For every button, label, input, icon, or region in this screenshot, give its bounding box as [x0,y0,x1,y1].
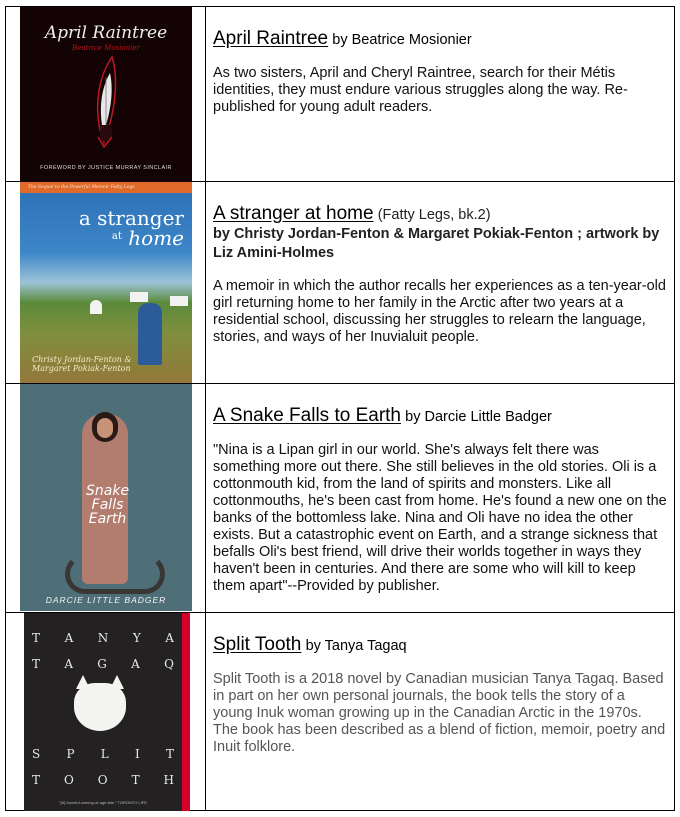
book-row [6,384,675,613]
book-title-link[interactable]: A stranger at home [213,203,374,224]
book-heading [213,204,668,263]
book-heading [213,406,668,427]
book-author: by Christy Jordan-Fenton & Margaret Pokiak-Fenton ; artwork by Liz Amini-Holmes [213,226,660,261]
cover-title: April Raintree [44,23,168,43]
cover-title-home: home [128,226,184,250]
cover-author: DARCIE LITTLE BADGER [45,595,167,605]
book-description: "Nina is a Lipan girl in our world. She's always felt there was something more out there. She still believes in the old stories. Oli is a cottonmouth kid, from the land of spirits and monsters. Like all cottonmouths, he's been cast from home. He's found a new one on the banks of the bottomless lake. Nina and Oli have no idea the other exists. But a catastrophic event on Earth, and a strange sickness that befalls Oli's best friend, will drive their worlds together in ways they haven't been in centuries. And there are some who will kill to keep them apart"--Provided by publisher. [213,442,667,594]
fox-head-icon [74,683,126,731]
book-cover-split-tooth[interactable] [24,613,190,811]
cover-title-line2: T O O T H [32,773,174,787]
book-title-link[interactable]: April Raintree [213,28,329,49]
book-description: Split Tooth is a 2018 novel by Canadian musician Tanya Tagaq. Based in part on her own personal journals, the book tells the story of a young Inuk woman growing up in the Canadian Arctic in the 1970s. The book has been described as a blend of fiction, memoir, poetry and Inuit folklore. [213,671,666,755]
cover-author-first: T A N Y A [32,631,174,645]
book-cover-a-snake-falls-to-earth[interactable] [20,384,192,611]
house-shape [170,296,188,306]
girl-figure [138,303,162,365]
cover-authors [32,355,131,373]
book-heading [213,29,668,50]
book-series: (Fatty Legs, bk.2) [377,207,491,223]
cover-cell [6,182,206,384]
book-info-cell [206,7,675,182]
book-description: A memoir in which the author recalls her experiences as a ten-year-old girl returning home to her family in the Arctic after two years at a residential school, discussing her struggles to relearn the language, stories, and ways of her Inuvialuit people. [213,278,666,345]
tent-shape [90,300,102,314]
book-author: by Tanya Tagaq [305,638,407,654]
cover-title-line1: Snake [86,483,130,499]
book-author: by Beatrice Mosionier [332,32,472,48]
book-cover-april-raintree[interactable] [20,7,192,182]
cover-cell [6,613,206,811]
book-author: by Darcie Little Badger [405,409,552,425]
cover-title-line1: a stranger [78,206,184,230]
cover-cell [6,7,206,182]
red-spine-stripe [182,613,190,811]
book-row [6,613,675,811]
book-description: As two sisters, April and Cheryl Raintree, search for their Métis identities, they must endure various struggles along the way. Re-published for young adult readers. [213,65,628,115]
snake-shape [65,554,165,594]
cover-title-line2 [112,226,184,250]
cover-band: The Sequel to the Powerful Memoir Fatty Legs [20,182,192,193]
cover-title-line1: S P L I T [32,747,174,761]
book-info-cell [206,182,675,384]
book-list-table [5,6,675,811]
cover-title-line2: Falls [91,497,124,513]
book-info-cell [206,384,675,613]
cover-title-line3: Earth [88,511,127,527]
cover-author-last: T A G A Q [32,657,174,671]
cover-title-at: at [111,231,122,242]
cover-author-1: Christy Jordan-Fenton & [32,355,132,364]
book-row [6,7,675,182]
figure-face [97,418,113,438]
cover-cell [6,384,206,613]
cover-foreword: FOREWORD BY JUSTICE MURRAY SINCLAIR [40,165,172,171]
book-title-link[interactable]: A Snake Falls to Earth [213,405,401,426]
book-row [6,182,675,384]
house-shape [130,292,148,302]
feather-icon [90,55,122,150]
book-heading [213,635,668,656]
book-title-link[interactable]: Split Tooth [213,634,302,655]
book-cover-a-stranger-at-home[interactable] [20,182,192,383]
cover-author-2: Margaret Pokiak-Fenton [32,364,131,373]
cover-author: Beatrice Mosionier [72,44,140,52]
book-info-cell [206,613,675,811]
cover-quote: "[A] forceful coming-of-age tale." TORONTO LIFE [59,800,147,805]
cover-title [86,484,129,526]
